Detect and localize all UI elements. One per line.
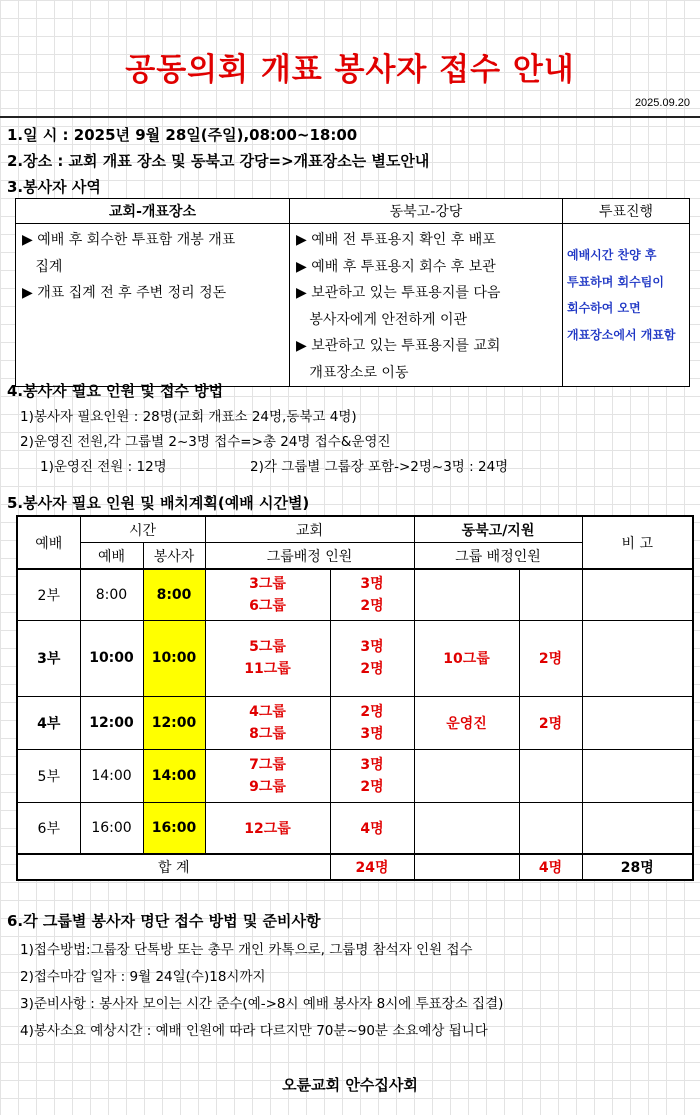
- total-row: [17, 854, 693, 880]
- row-church-counts: [330, 749, 414, 802]
- total-label: 합 계: [17, 854, 330, 880]
- row-volunteer-time: 12:00: [143, 696, 205, 749]
- duties-table: [15, 198, 690, 387]
- plan-subheader-volunteer: 봉사자: [143, 543, 205, 570]
- voting-note-line: 회수하여 오면: [567, 301, 641, 315]
- duties-school-cell: [290, 224, 563, 387]
- duty-line: 집계: [22, 258, 63, 275]
- row-school-group: [414, 802, 519, 854]
- row-church-groups: [205, 802, 330, 854]
- table-row: [17, 802, 693, 854]
- group-name: 4그룹: [249, 703, 286, 720]
- plan-subheader-church: 그룹배정 인원: [205, 543, 414, 570]
- row-volunteer-time: 10:00: [143, 620, 205, 696]
- row-note: [582, 749, 693, 802]
- group-count: 2명: [360, 661, 384, 677]
- row-church-groups: [205, 620, 330, 696]
- duty-line: ▶ 예배 후 회수한 투표함 개봉 개표: [22, 232, 236, 248]
- row-school-count: [519, 569, 582, 620]
- recruit-line-3a: 1)운영진 전원 : 12명: [40, 459, 167, 475]
- page-title: 공동의회 개표 봉사자 접수 안내: [125, 52, 575, 88]
- row-worship-time: 12:00: [80, 696, 143, 749]
- plan-header-service: 예배: [17, 516, 80, 569]
- duty-line: ▶ 개표 집계 전 후 주변 정리 정돈: [22, 285, 227, 301]
- duty-line: ▶ 예배 후 투표용지 회수 후 보관: [296, 258, 496, 275]
- group-count: 2명: [360, 597, 384, 614]
- row-school-group: [414, 749, 519, 802]
- plan-header-church: 교회: [205, 516, 414, 543]
- row-church-counts: [330, 569, 414, 620]
- recruit-line-1: 1)봉사자 필요인원 : 28명(교회 개표소 24명,동북고 4명): [20, 409, 357, 425]
- footer-org: 오륜교회 안수집사회: [282, 1076, 418, 1094]
- row-service: 6부: [17, 802, 80, 854]
- prep-line-2: 2)접수마감 일자 : 9월 24일(수)18시까지: [20, 969, 266, 985]
- row-church-counts: [330, 620, 414, 696]
- prep-line-4: 4)봉사소요 예상시간 : 예배 인원에 따라 다르지만 70분~90분 소요예상 됩니다: [20, 1023, 488, 1039]
- group-name: 9그룹: [249, 778, 286, 795]
- duty-line: 개표장소로 이동: [296, 364, 409, 381]
- duties-header-voting: 투표진행: [563, 199, 690, 224]
- row-volunteer-time: 8:00: [143, 569, 205, 620]
- duties-voting-cell: [563, 224, 690, 387]
- voting-note-line: 개표장소에서 개표함: [567, 327, 676, 342]
- duties-header-school: 동북고-강당: [290, 199, 563, 224]
- row-church-counts: [330, 696, 414, 749]
- header-divider: [0, 116, 700, 118]
- row-church-groups: [205, 696, 330, 749]
- group-name: 7그룹: [249, 756, 286, 773]
- plan-table: [16, 515, 694, 881]
- row-school-group: [414, 569, 519, 620]
- plan-subheader-school: 그룹 배정인원: [414, 543, 582, 570]
- section-duties: 3.봉사자 사역: [7, 178, 101, 196]
- row-service: 2부: [17, 569, 80, 620]
- duties-header-church: 교회-개표장소: [16, 199, 290, 224]
- row-school-count: 2명: [519, 696, 582, 749]
- voting-note-line: 예배시간 찬양 후: [567, 248, 657, 262]
- duties-church-cell: [16, 224, 290, 387]
- group-count: 3명: [360, 725, 384, 742]
- group-name: 8그룹: [249, 725, 286, 742]
- plan-header-school: 동북고/지원: [414, 516, 582, 543]
- row-worship-time: 10:00: [80, 620, 143, 696]
- group-count: 3명: [360, 575, 384, 592]
- row-service: 4부: [17, 696, 80, 749]
- row-note: [582, 569, 693, 620]
- group-name: 6그룹: [249, 597, 286, 614]
- row-church-groups: [205, 569, 330, 620]
- row-school-count: [519, 802, 582, 854]
- group-count: 2명: [360, 703, 384, 720]
- prep-line-3: 3)준비사항 : 봉사자 모이는 시간 준수(예->8시 예배 봉사자 8시에 투표장소 집결): [20, 996, 504, 1012]
- total-school: 4명: [519, 854, 582, 880]
- section-schedule: 1.일 시 : 2025년 9월 28일(주일),08:00~18:00: [7, 126, 358, 144]
- plan-subheader-worship: 예배: [80, 543, 143, 570]
- row-church-counts: [330, 802, 414, 854]
- prep-line-1: 1)접수방법:그룹장 단톡방 또는 총무 개인 카톡으로, 그룹명 참석자 인원 접수: [20, 942, 473, 958]
- row-school-count: [519, 749, 582, 802]
- group-count: 2명: [360, 778, 384, 795]
- row-volunteer-time: 14:00: [143, 749, 205, 802]
- table-row: [17, 569, 693, 620]
- section-location: 2.장소 : 교회 개표 장소 및 동북고 강당=>개표장소는 별도안내: [7, 152, 430, 170]
- row-note: [582, 802, 693, 854]
- recruit-line-2: 2)운영진 전원,각 그룹별 2~3명 접수=>총 24명 접수&운영진: [20, 434, 391, 450]
- group-count: 3명: [360, 756, 384, 773]
- row-school-count: 2명: [519, 620, 582, 696]
- plan-header-note: 비 고: [582, 516, 693, 569]
- row-volunteer-time: 16:00: [143, 802, 205, 854]
- row-school-group: 운영진: [414, 696, 519, 749]
- section-prep: 6.각 그룹별 봉사자 명단 접수 방법 및 준비사항: [7, 912, 321, 930]
- row-church-groups: [205, 749, 330, 802]
- section-plan: 5.봉사자 필요 인원 및 배치계획(예배 시간별): [7, 494, 310, 512]
- recruit-line-3b: 2)각 그룹별 그룹장 포함->2명~3명 : 24명: [250, 459, 509, 475]
- group-count: 4명: [360, 820, 384, 837]
- total-all: 28명: [582, 854, 693, 880]
- table-row: [17, 620, 693, 696]
- group-name: 5그룹: [249, 639, 286, 655]
- document-date: 2025.09.20: [634, 97, 690, 109]
- group-name: 12그룹: [244, 820, 291, 837]
- section-recruit: 4.봉사자 필요 인원 및 접수 방법: [7, 382, 224, 400]
- group-name: 3그룹: [249, 575, 286, 592]
- row-school-group: 10그룹: [414, 620, 519, 696]
- duty-line: ▶ 보관하고 있는 투표용지를 교회: [296, 338, 501, 354]
- plan-header-time: 시간: [80, 516, 205, 543]
- row-note: [582, 620, 693, 696]
- total-church: 24명: [330, 854, 414, 880]
- row-worship-time: 8:00: [80, 569, 143, 620]
- duty-line: ▶ 예배 전 투표용지 확인 후 배포: [296, 232, 496, 248]
- table-row: [17, 749, 693, 802]
- total-school-blank: [414, 854, 519, 880]
- row-service: 3부: [17, 620, 80, 696]
- table-row: [17, 696, 693, 749]
- group-count: 3명: [360, 639, 384, 655]
- row-service: 5부: [17, 749, 80, 802]
- voting-note-line: 투표하며 회수팀이: [567, 274, 664, 289]
- group-name: 11그룹: [244, 661, 291, 677]
- row-worship-time: 16:00: [80, 802, 143, 854]
- duty-line: ▶ 보관하고 있는 투표용지를 다음: [296, 285, 501, 301]
- duty-line: 봉사자에게 안전하게 이관: [296, 311, 468, 328]
- row-note: [582, 696, 693, 749]
- row-worship-time: 14:00: [80, 749, 143, 802]
